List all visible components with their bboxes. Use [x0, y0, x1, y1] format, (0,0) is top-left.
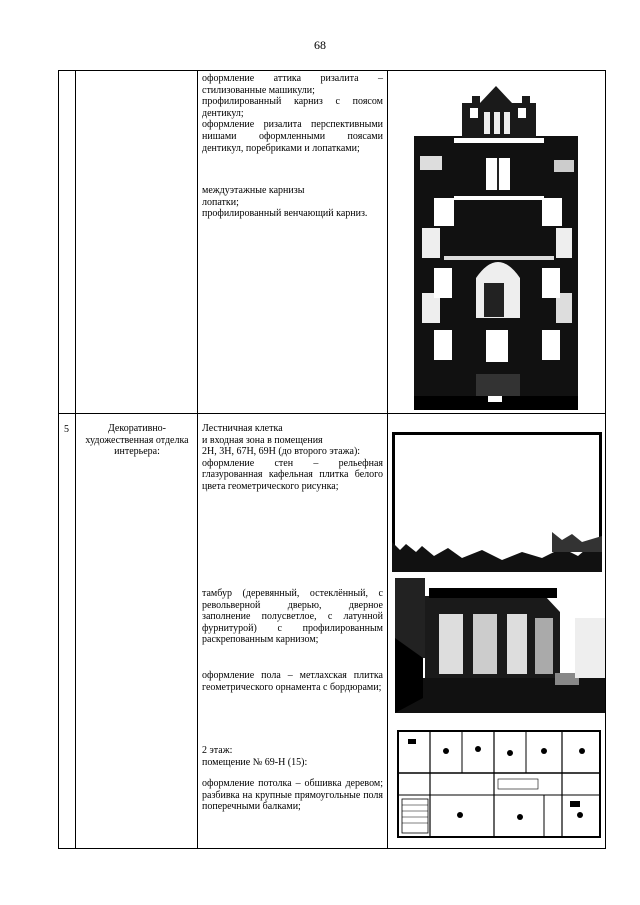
text-line: оформление аттика ризалита – стилизованные машикули;: [202, 73, 383, 96]
table-border-top: [58, 70, 606, 71]
text-line: оформление ризалита перспективными нишами оформленными поясами дентикул, поребриками и лопатками;: [202, 119, 383, 154]
block-staircase: [202, 423, 383, 493]
table-border-right: [605, 70, 606, 849]
text-line: и входная зона в помещения: [202, 434, 323, 446]
text-line: помещение № 69-Н (15):: [202, 756, 308, 768]
section-name: Декоративно-художественная отделка интерьера:: [85, 423, 189, 458]
document-table: [58, 70, 606, 849]
row-separator: [58, 413, 606, 414]
block-vestibule: тамбур (деревянный, остеклённый, с револьверной дверью, дверное заполнение полусветлое, с латунной фурнитурой) с профилированным раскрепованным карнизом;: [202, 588, 383, 646]
page-number: 68: [314, 38, 326, 52]
text-line: 2 этаж:: [202, 745, 233, 756]
row1-description-group1: [202, 73, 383, 154]
vestibule-drawing: [395, 578, 605, 713]
table-border-left: [58, 70, 59, 849]
block-floor: оформление пола – метлахская плитка геометрического орнамента с бордюрами;: [202, 670, 383, 693]
text-line: Лестничная клетка: [202, 423, 283, 434]
table-border-col3: [387, 70, 388, 849]
row1-description-group2: [202, 185, 383, 220]
floor-plan-image: [394, 725, 604, 843]
tiled-wall-drawing: [392, 432, 602, 572]
text-line: лопатки;: [202, 196, 239, 208]
building-facade-photo: [414, 78, 578, 410]
tiled-wall-photo: [392, 432, 602, 572]
vestibule-photo: [395, 578, 605, 713]
text-line: профилированный карниз с поясом дентикул;: [202, 96, 383, 119]
table-border-bottom: [58, 848, 606, 849]
facade-drawing: [414, 78, 578, 410]
table-border-col2: [197, 70, 198, 849]
text-line: междуэтажные карнизы: [202, 185, 305, 196]
text-line: оформление стен – рельефная глазурованная кафельная плитка белого цвета геометрического рисунка;: [202, 457, 383, 492]
table-border-col1: [75, 70, 76, 849]
text-line: профилированный венчающий карниз.: [202, 208, 368, 220]
block-second-floor: [202, 745, 383, 768]
row-number: 5: [64, 424, 69, 435]
block-ceiling: оформление потолка – обшивка деревом; разбивка на крупные прямоугольные поля поперечными балками;: [202, 778, 383, 813]
text-line: 2Н, 3Н, 67Н, 69Н (до второго этажа):: [202, 446, 361, 458]
floor-plan-drawing: [394, 725, 604, 843]
